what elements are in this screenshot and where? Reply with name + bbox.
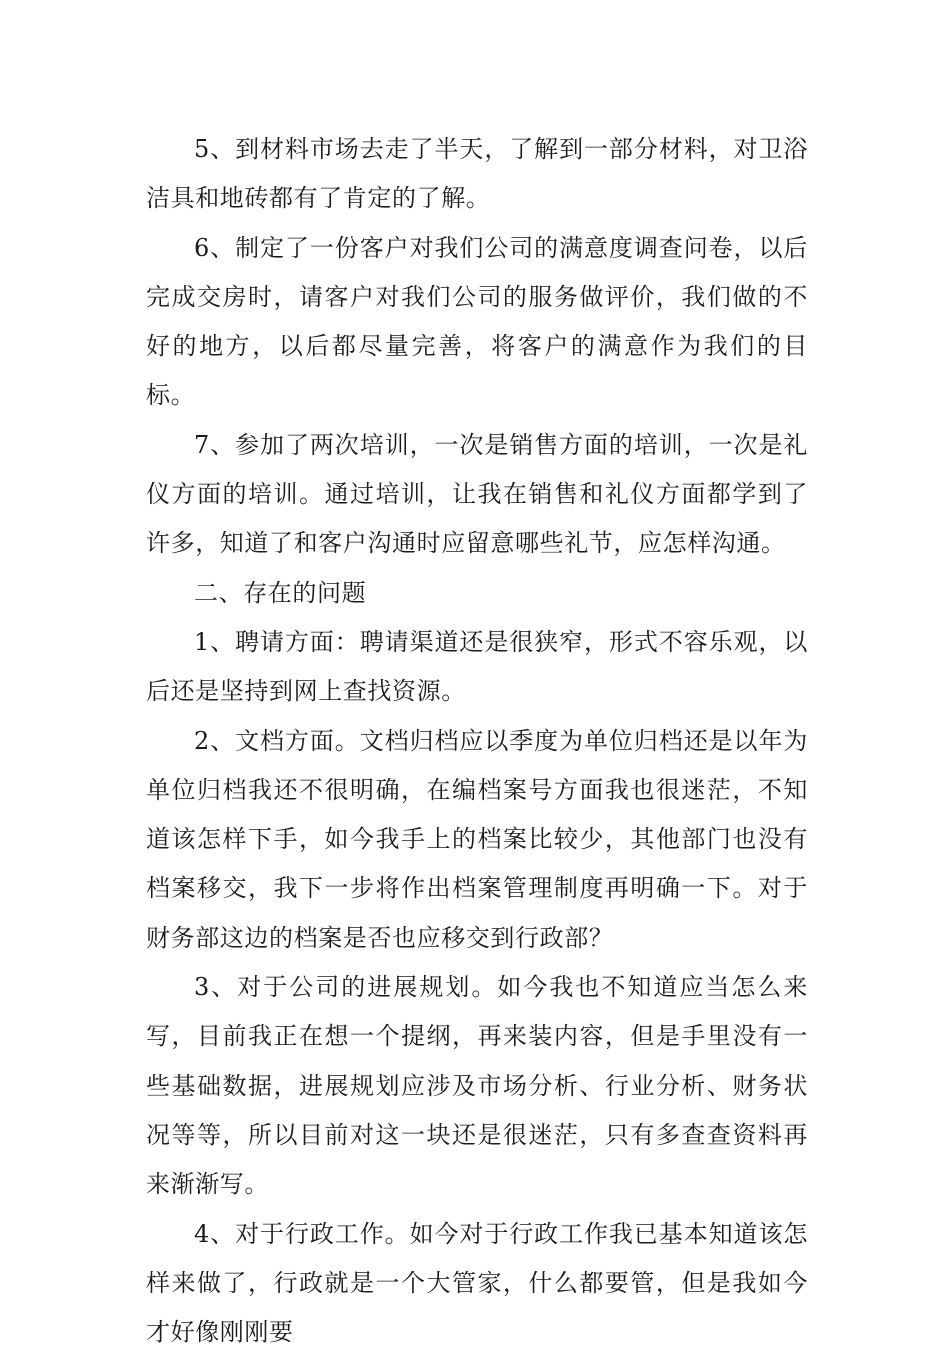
problem-item-3: 3、对于公司的进展规划。如今我也不知道应当怎么来写，目前我正在想一个提纲，再来装内容，但是手里没有一些基础数据，进展规划应涉及市场分析、行业分析、财务状况等等，所以目前对这一块还是很迷茫，只有多查查资料再来渐渐写。 [146, 973, 808, 1199]
problem-item-4: 4、对于行政工作。如今对于行政工作我已基本知道该怎样来做了，行政就是一个大管家，什么都要管，但是我如今才好像刚刚要 [146, 1219, 808, 1347]
section-heading-problems: 二、存在的问题 [194, 578, 367, 607]
document-body [146, 125, 808, 1357]
paragraph-item-7: 7、参加了两次培训，一次是销售方面的培训，一次是礼仪方面的培训。通过培训，让我在销售和礼仪方面都学到了许多，知道了和客户沟通时应留意哪些礼节，应怎样沟通。 [146, 430, 808, 558]
problem-item-2: 2、文档方面。文档归档应以季度为单位归档还是以年为单位归档我还不很明确，在编档案号方面我也很迷茫，不知道该怎样下手，如今我手上的档案比较少，其他部门也没有档案移交，我下一步将作出档案管理制度再明确一下。对于财务部这边的档案是否也应移交到行政部？ [146, 726, 808, 952]
paragraph-item-5: 5、到材料市场去走了半天，了解到一部分材料，对卫浴洁具和地砖都有了肯定的了解。 [146, 135, 808, 213]
problem-item-1: 1、聘请方面：聘请渠道还是很狭窄，形式不容乐观，以后还是坚持到网上查找资源。 [146, 627, 808, 706]
paragraph-item-6: 6、制定了一份客户对我们公司的满意度调查问卷，以后完成交房时，请客户对我们公司的服务做评价，我们做的不好的地方，以后都尽量完善，将客户的满意作为我们的目标。 [146, 233, 808, 410]
